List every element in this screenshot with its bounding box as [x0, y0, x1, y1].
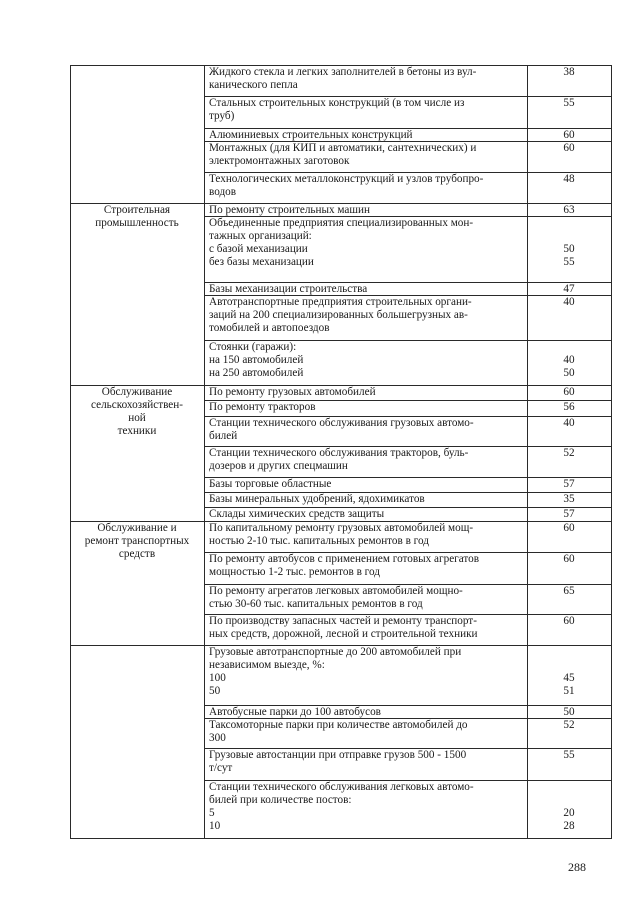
description-cell: ностью 2-10 тыс. капитальных ремонтов в год	[209, 535, 429, 547]
value-cell: 60	[563, 142, 575, 154]
table-border-right	[611, 65, 612, 838]
category-cell: сельскохозяйствен-	[91, 399, 183, 411]
category-cell: Обслуживание	[101, 386, 173, 398]
description-cell: мощностью 1-2 тыс. ремонтов в год	[209, 566, 380, 578]
description-cell: на 150 автомобилей	[209, 354, 304, 366]
description-cell: канического пепла	[209, 79, 298, 91]
description-cell: Грузовые автотранспортные до 200 автомобилей при	[209, 646, 462, 658]
description-cell: независимом выезде, %:	[209, 659, 325, 671]
category-cell: ремонт транспортных	[84, 535, 190, 547]
description-cell: Монтажных (для КИП и автоматики, сантехнических) и	[209, 142, 477, 154]
description-cell: По ремонту тракторов	[209, 401, 316, 413]
value-cell: 55	[563, 256, 575, 268]
description-cell: без базы механизации	[209, 256, 314, 268]
description-cell: Станции технического обслуживания легковых автомо-	[209, 781, 474, 793]
description-cell: стью 30-60 тыс. капитальных ремонтов в год	[209, 598, 423, 610]
value-cell: 28	[563, 820, 575, 832]
value-cell: 52	[563, 447, 575, 459]
value-cell: 38	[563, 66, 575, 78]
value-cell: 40	[563, 354, 575, 366]
description-cell: т/сут	[209, 762, 233, 774]
value-cell: 51	[563, 685, 575, 697]
value-cell: 65	[563, 585, 575, 597]
value-cell: 60	[563, 615, 575, 627]
description-cell: Объединенные предприятия специализированных мон-	[209, 217, 474, 229]
value-cell: 55	[563, 749, 575, 761]
description-cell: Автобусные парки до 100 автобусов	[209, 706, 381, 718]
description-cell: Таксомоторные парки при количестве автомобилей до	[209, 719, 468, 731]
value-cell: 40	[563, 296, 575, 308]
description-cell: По ремонту строительных машин	[209, 204, 370, 216]
value-cell: 48	[563, 173, 575, 185]
description-cell: По производству запасных частей и ремонту транспорт-	[209, 615, 477, 627]
description-cell: По капитальному ремонту грузовых автомобилей мощ-	[209, 522, 474, 534]
table-column-divider	[204, 65, 205, 838]
page-number: 288	[568, 860, 586, 874]
description-cell: Базы минеральных удобрений, ядохимикатов	[209, 493, 425, 505]
description-cell: Жидкого стекла и легких заполнителей в бетоны из вул-	[209, 66, 477, 78]
category-cell: промышленность	[95, 217, 179, 229]
value-cell: 57	[563, 478, 575, 490]
value-cell: 63	[563, 204, 575, 216]
value-cell: 35	[563, 493, 575, 505]
description-cell: билей при количестве постов:	[209, 794, 352, 806]
description-cell: с базой механизации	[209, 243, 308, 255]
description-cell: По ремонту грузовых автомобилей	[209, 386, 376, 398]
description-cell: дозеров и других спецмашин	[209, 460, 348, 472]
description-cell: Технологических металлоконструкций и узлов трубопро-	[209, 173, 484, 185]
description-cell: билей	[209, 430, 238, 442]
value-cell: 47	[563, 283, 575, 295]
description-cell: заций на 200 специализированных большегрузных ав-	[209, 309, 468, 321]
value-cell: 60	[563, 522, 575, 534]
category-cell: Обслуживание и	[97, 522, 177, 534]
description-cell: Автотранспортные предприятия строительных органи-	[209, 296, 472, 308]
description-cell: Склады химических средств защиты	[209, 508, 385, 520]
description-cell: Станции технического обслуживания тракторов, буль-	[209, 447, 469, 459]
description-cell: 10	[209, 820, 221, 832]
description-cell: По ремонту агрегатов легковых автомобилей мощно-	[209, 585, 463, 597]
description-cell: 300	[209, 732, 226, 744]
description-cell: Станции технического обслуживания грузовых автомо-	[209, 417, 474, 429]
description-cell: на 250 автомобилей	[209, 367, 304, 379]
table-border-left	[70, 65, 71, 838]
value-cell: 60	[563, 553, 575, 565]
description-cell: 100	[209, 672, 226, 684]
description-cell: труб)	[209, 110, 235, 122]
description-cell: тажных организаций:	[209, 230, 312, 242]
description-cell: электромонтажных заготовок	[209, 155, 350, 167]
description-cell: Стальных строительных конструкций (в том числе из	[209, 97, 465, 109]
description-cell: Грузовые автостанции при отправке грузов 500 - 1500	[209, 749, 467, 761]
category-cell: Строительная	[103, 204, 171, 216]
category-cell: средств	[118, 548, 156, 560]
description-cell: 5	[209, 807, 215, 819]
value-cell: 56	[563, 401, 575, 413]
category-cell: ной	[128, 412, 146, 424]
value-cell: 50	[563, 367, 575, 379]
value-cell: 55	[563, 97, 575, 109]
description-cell: томобилей и автопоездов	[209, 322, 330, 334]
description-cell: Базы торговые областные	[209, 478, 332, 490]
value-cell: 52	[563, 719, 575, 731]
value-cell: 45	[563, 672, 575, 684]
value-cell: 40	[563, 417, 575, 429]
description-cell: 50	[209, 685, 221, 697]
description-cell: ных средств, дорожной, лесной и строительной техники	[209, 628, 478, 640]
description-cell: водов	[209, 186, 237, 198]
description-cell: Алюминиевых строительных конструкций	[209, 129, 413, 141]
category-cell: техники	[117, 425, 157, 437]
description-cell: Стоянки (гаражи):	[209, 341, 297, 353]
value-cell: 50	[563, 243, 575, 255]
value-cell: 57	[563, 508, 575, 520]
table-border-horizontal	[70, 838, 612, 839]
value-cell: 60	[563, 386, 575, 398]
description-cell: Базы механизации строительства	[209, 283, 368, 295]
value-cell: 20	[563, 807, 575, 819]
value-cell: 50	[563, 706, 575, 718]
value-cell: 60	[563, 129, 575, 141]
description-cell: По ремонту автобусов с применением готовых агрегатов	[209, 553, 480, 565]
